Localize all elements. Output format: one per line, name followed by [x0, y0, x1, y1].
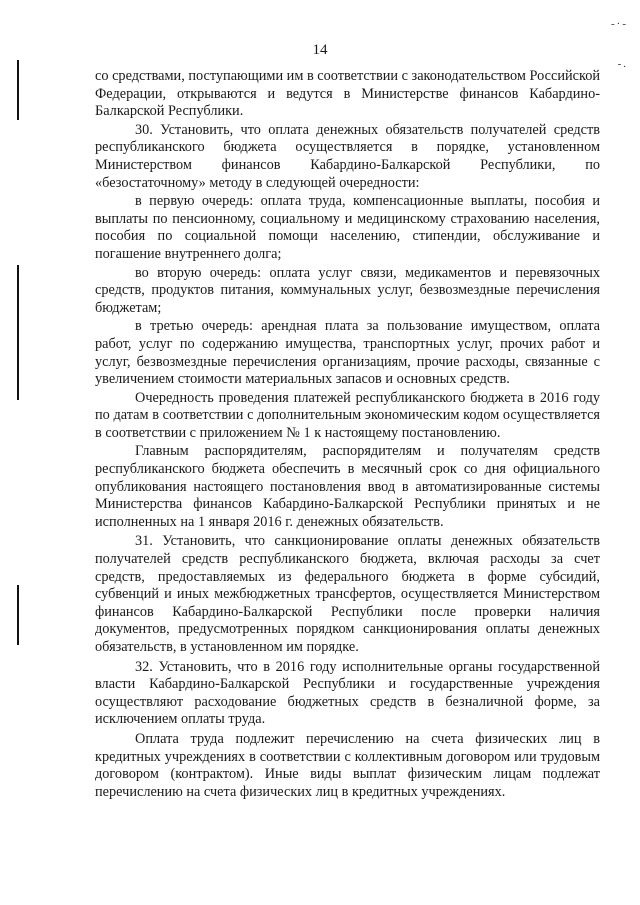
- paragraph-item-32: 32. Установить, что в 2016 году исполнительные органы государственной власти Кабардино-Балкарской Республики и государственные учреждения осуществляют расходование бюджетных средств в безналичной форме, за исключением оплаты труда.: [95, 658, 600, 728]
- paragraph-first-priority: в первую очередь: оплата труда, компенсационные выплаты, пособия и выплаты по пенсионному, социальному и медицинскому страхованию населения, пособия по социальной помощи населению, стипендии, обслуживание и погашение внутреннего долга;: [95, 193, 600, 262]
- document-body: [95, 68, 600, 802]
- page-number: 14: [312, 42, 328, 58]
- paragraph-second-priority: во вторую очередь: оплата услуг связи, медикаментов и перевязочных средств, продуктов питания, коммунальных услуг, безвозмездные перечисления бюджетам;: [95, 264, 600, 316]
- paragraph-payment-order: Очередность проведения платежей республиканского бюджета в 2016 году по датам в соответствии с дополнительным экономическим кодом осуществляется в соответствии с приложением № 1 к настоящему постановлению.: [95, 389, 600, 441]
- paragraph-third-priority: в третью очередь: арендная плата за пользование имуществом, оплата работ, услуг по содержанию имущества, транспортных услуг, прочих работ и услуг, безвозмездные перечисления организациям, прочие расходы, связанные с увеличением стоимости материальных запасов и основных средств.: [95, 318, 600, 388]
- scan-corner-dots-lower: -.: [617, 58, 628, 70]
- scan-corner-dots-top: -·-: [611, 18, 628, 30]
- paragraph-obligations-entry: Главным распорядителям, распорядителям и получателям средств республиканского бюджета обеспечить в месячный срок со дня официального опубликования настоящего постановления ввод в автоматизированные системы Министерства финансов Кабардино-Балкарской Республики принятых и не исполненных на 1 января 2016 г. денежных обязательств.: [95, 443, 600, 530]
- scan-edge-mark-middle: [17, 265, 19, 400]
- paragraph-continuation: со средствами, поступающими им в соответствии с законодательством Российской Федерации, открываются и ведутся в Министерстве финансов Кабардино-Балкарской Республики.: [95, 68, 600, 120]
- paragraph-item-31: 31. Установить, что санкционирование оплаты денежных обязательств получателей средств республиканского бюджета, включая расходы за счет средств, предоставляемых из федерального бюджета в форме субсидий, субвенций и иных межбюджетных трансфертов, осуществляется Министерством финансов Кабардино-Балкарской Республики после проверки наличия документов, предусмотренных порядком санкционирования оплаты денежных обязательств, в установленном им порядке.: [95, 533, 600, 655]
- scan-edge-mark-bottom: [17, 585, 19, 645]
- scan-edge-mark-top: [17, 60, 19, 120]
- paragraph-wage-payment: Оплата труда подлежит перечислению на счета физических лиц в кредитных учреждениях в соответствии с коллективным договором или трудовым договором (контрактом). Иные виды выплат физическим лицам подлежат перечислению на счета физических лиц в кредитных учреждениях.: [95, 730, 600, 800]
- paragraph-item-30: 30. Установить, что оплата денежных обязательств получателей средств республиканского бюджета осуществляется в порядке, установленном Министерством финансов Кабардино-Балкарской Республики, по «безостаточному» методу в следующей очередности:: [95, 121, 600, 191]
